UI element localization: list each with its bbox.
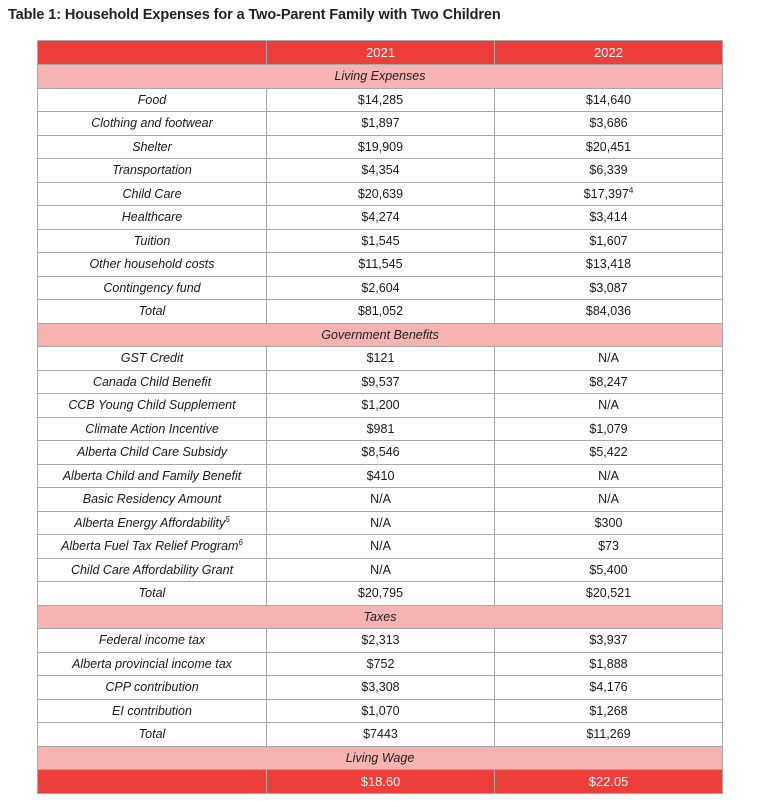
value-2022-text: $5,400: [589, 562, 628, 577]
table-row: [38, 723, 723, 747]
section-row: [38, 605, 723, 629]
value-2022: [495, 182, 723, 206]
expenses-table: [37, 40, 723, 794]
value-2022: [495, 300, 723, 324]
row-label: [38, 370, 267, 394]
value-2022-text: $1,888: [589, 656, 628, 671]
value-2021: $19,909: [267, 135, 495, 159]
value-2021: N/A: [267, 535, 495, 559]
row-label-text: Transportation: [112, 163, 192, 178]
value-2022: [495, 229, 723, 253]
value-2021: $1,545: [267, 229, 495, 253]
table-body: [38, 65, 723, 747]
row-label-text: Child Care Affordability Grant: [70, 562, 234, 577]
living-wage-row: [38, 770, 723, 794]
row-label-text: Total: [138, 727, 166, 742]
value-2022: [495, 441, 723, 465]
table-row: [38, 511, 723, 535]
header-row: [38, 41, 723, 65]
value-2022: [495, 276, 723, 300]
table-row: [38, 488, 723, 512]
value-2021: $9,537: [267, 370, 495, 394]
row-label: [38, 558, 267, 582]
row-label: [38, 441, 267, 465]
value-2022: [495, 394, 723, 418]
section-row: [38, 323, 723, 347]
value-2021: $981: [267, 417, 495, 441]
row-label: [38, 88, 267, 112]
table-row: [38, 229, 723, 253]
row-label-text: Tuition: [133, 233, 171, 248]
section-row: [38, 65, 723, 89]
row-label-text: Total: [138, 304, 166, 319]
table-row: [38, 535, 723, 559]
value-2021: $20,795: [267, 582, 495, 606]
value-2022-text: $14,640: [585, 92, 632, 107]
value-2022-text: $3,087: [589, 280, 628, 295]
value-2022: [495, 488, 723, 512]
row-label-text: Climate Action Incentive: [85, 421, 219, 436]
row-label: [38, 300, 267, 324]
row-label: [38, 511, 267, 535]
value-2022-text: $6,339: [589, 163, 628, 178]
value-2022: [495, 88, 723, 112]
table-row: [38, 347, 723, 371]
table-row: [38, 182, 723, 206]
row-label-text: Canada Child Benefit: [92, 374, 212, 389]
table-row: [38, 112, 723, 136]
row-label-text: Clothing and footwear: [91, 116, 213, 131]
table-row: [38, 206, 723, 230]
section-title: Taxes: [38, 605, 723, 629]
row-label: [38, 417, 267, 441]
value-2022: [495, 723, 723, 747]
footnote-marker: 6: [238, 538, 243, 548]
table-row: [38, 582, 723, 606]
row-label-text: Other household costs: [89, 257, 215, 272]
value-2021: $11,545: [267, 253, 495, 277]
table-row: [38, 300, 723, 324]
value-2022-text: $5,422: [589, 445, 628, 460]
value-2022: [495, 699, 723, 723]
value-2022-text: N/A: [598, 492, 619, 507]
value-2021: $1,897: [267, 112, 495, 136]
value-2022: [495, 676, 723, 700]
row-label: [38, 112, 267, 136]
row-label: [38, 347, 267, 371]
value-2021: N/A: [267, 558, 495, 582]
living-wage-2022: $22.05: [495, 770, 723, 794]
value-2022: [495, 112, 723, 136]
table-row: [38, 676, 723, 700]
value-2021: $1,070: [267, 699, 495, 723]
row-label-text: Healthcare: [121, 210, 183, 225]
value-2022-text: N/A: [598, 468, 619, 483]
row-label-text: Shelter: [132, 139, 172, 154]
row-label-text: Basic Residency Amount: [82, 492, 222, 507]
header-label-column: [38, 41, 267, 65]
row-label: [38, 676, 267, 700]
value-2022-text: $3,414: [589, 210, 628, 225]
value-2021: $752: [267, 652, 495, 676]
row-label-text: Alberta Fuel Tax Relief Program: [61, 539, 239, 554]
row-label: [38, 535, 267, 559]
value-2021: $410: [267, 464, 495, 488]
value-2022-text: $1,607: [589, 233, 628, 248]
value-2022-text: $3,937: [589, 633, 628, 648]
row-label: [38, 276, 267, 300]
value-2022: [495, 159, 723, 183]
living-wage-label-cell: [38, 770, 267, 794]
value-2022: [495, 558, 723, 582]
table-row: [38, 441, 723, 465]
table-row: [38, 135, 723, 159]
value-2021: $2,604: [267, 276, 495, 300]
value-2022: [495, 370, 723, 394]
table-row: [38, 652, 723, 676]
row-label: [38, 652, 267, 676]
row-label-text: Alberta Child Care Subsidy: [76, 445, 228, 460]
table-row: [38, 253, 723, 277]
value-2022: [495, 253, 723, 277]
row-label-text: Alberta provincial income tax: [72, 656, 232, 671]
row-label: [38, 253, 267, 277]
value-2022: [495, 629, 723, 653]
value-2021: $1,200: [267, 394, 495, 418]
row-label: [38, 488, 267, 512]
row-label-text: Child Care: [122, 186, 182, 201]
row-label: [38, 394, 267, 418]
value-2021: $4,354: [267, 159, 495, 183]
value-2022-text: $73: [598, 539, 619, 554]
row-label: [38, 229, 267, 253]
row-label: [38, 135, 267, 159]
value-2022-text: $300: [594, 515, 623, 530]
table-row: [38, 558, 723, 582]
value-2022-text: $20,451: [585, 139, 632, 154]
value-2022: [495, 464, 723, 488]
row-label: [38, 464, 267, 488]
section-title-living-wage: Living Wage: [38, 746, 723, 770]
header-2022: 2022: [495, 41, 723, 65]
row-label-text: Contingency fund: [103, 280, 201, 295]
value-2022: [495, 582, 723, 606]
value-2021: N/A: [267, 488, 495, 512]
row-label-text: Alberta Child and Family Benefit: [62, 468, 242, 483]
table-row: [38, 417, 723, 441]
value-2022: [495, 535, 723, 559]
table-row: [38, 394, 723, 418]
row-label: [38, 206, 267, 230]
row-label-text: Federal income tax: [98, 633, 206, 648]
section-row: [38, 746, 723, 770]
row-label: [38, 723, 267, 747]
living-wage-2021: $18.60: [267, 770, 495, 794]
table-row: [38, 88, 723, 112]
value-2021: $8,546: [267, 441, 495, 465]
value-2022: [495, 347, 723, 371]
value-2022: [495, 135, 723, 159]
value-2022: [495, 652, 723, 676]
value-2022-text: $11,269: [586, 727, 631, 742]
row-label-text: CPP contribution: [105, 680, 199, 695]
value-2022-text: $20,521: [585, 586, 632, 601]
row-label-text: Total: [138, 586, 166, 601]
row-label-text: Alberta Energy Affordability: [74, 515, 226, 530]
value-2022: [495, 417, 723, 441]
table-row: [38, 464, 723, 488]
footnote-marker: 5: [225, 514, 230, 524]
value-2022-text: $1,268: [589, 703, 628, 718]
value-2022: [495, 511, 723, 535]
section-title: Living Expenses: [38, 65, 723, 89]
value-2022-text: $3,686: [589, 116, 628, 131]
header-2021: 2021: [267, 41, 495, 65]
row-label: [38, 699, 267, 723]
value-2022-text: $17,397: [583, 186, 629, 201]
row-label-text: Food: [137, 92, 167, 107]
value-2021: $121: [267, 347, 495, 371]
value-2021: $2,313: [267, 629, 495, 653]
value-2021: N/A: [267, 511, 495, 535]
table-row: [38, 370, 723, 394]
row-label-text: EI contribution: [112, 703, 192, 718]
value-2022-text: N/A: [598, 398, 619, 413]
table-row: [38, 159, 723, 183]
value-2021: $3,308: [267, 676, 495, 700]
value-2022-text: N/A: [598, 351, 619, 366]
value-2022: [495, 206, 723, 230]
value-2022-text: $4,176: [589, 680, 628, 695]
row-label: [38, 159, 267, 183]
value-2021: $14,285: [267, 88, 495, 112]
row-label-text: CCB Young Child Supplement: [68, 398, 236, 413]
table-row: [38, 699, 723, 723]
value-2021: $81,052: [267, 300, 495, 324]
value-2021: $4,274: [267, 206, 495, 230]
row-label: [38, 182, 267, 206]
footnote-marker: 4: [628, 185, 634, 195]
value-2022-text: $84,036: [585, 304, 632, 319]
value-2022-text: $1,079: [589, 421, 628, 436]
row-label: [38, 582, 267, 606]
value-2021: $7443: [267, 723, 495, 747]
section-title: Government Benefits: [38, 323, 723, 347]
table-row: [38, 629, 723, 653]
table-row: [38, 276, 723, 300]
table-title: Table 1: Household Expenses for a Two-Parent Family with Two Children: [8, 7, 501, 23]
value-2022-text: $13,418: [585, 257, 632, 272]
value-2022-text: $8,247: [589, 374, 628, 389]
row-label-text: GST Credit: [120, 351, 184, 366]
value-2021: $20,639: [267, 182, 495, 206]
row-label: [38, 629, 267, 653]
